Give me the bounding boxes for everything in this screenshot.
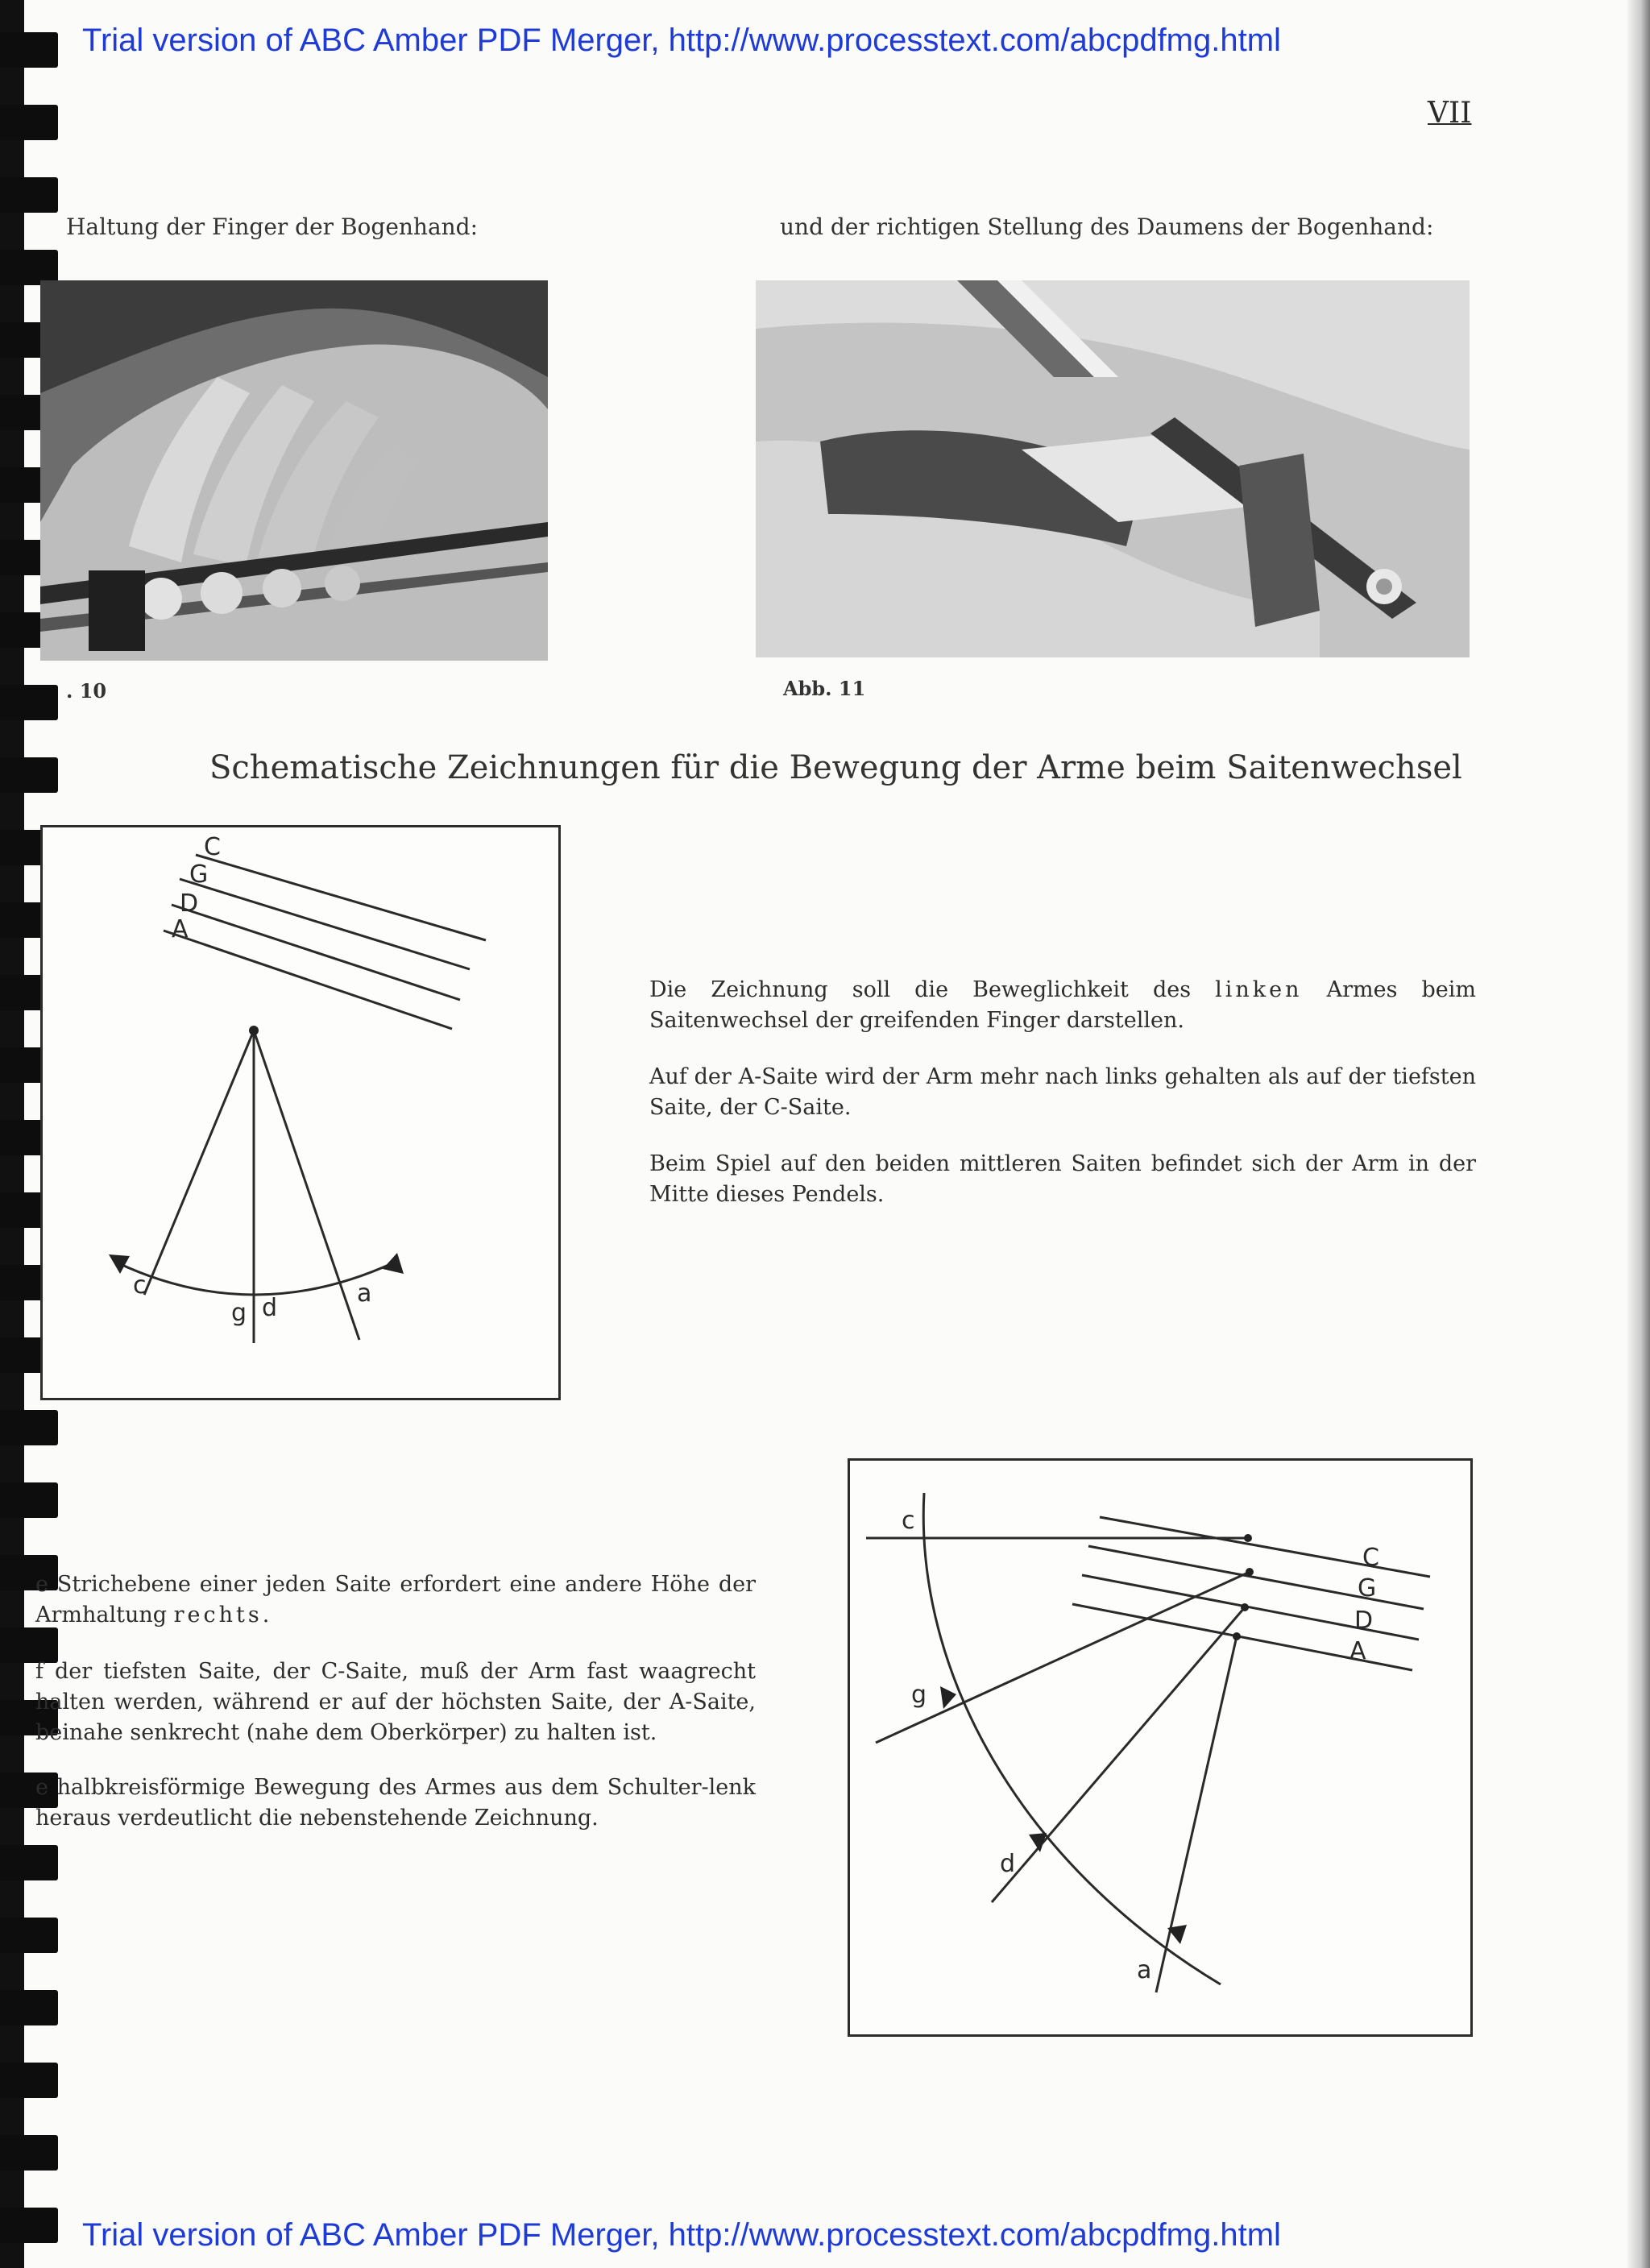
binding-ring (0, 1482, 58, 1518)
emphasis-rechts: rechts (173, 1603, 263, 1627)
binding-ring (0, 1990, 58, 2025)
paragraph-left-arm-1-start: Die Zeichnung soll die Beweglichkeit des (649, 977, 1216, 1002)
arm-line-a (1156, 1636, 1237, 1992)
position-label-g: g (911, 1681, 927, 1709)
string-line-c (1100, 1517, 1430, 1577)
figure-left-label: . 10 (66, 679, 107, 703)
binding-ring (0, 685, 58, 720)
string-label-g: G (189, 860, 209, 889)
binding-ring (0, 105, 58, 140)
string-label-g: G (1358, 1574, 1377, 1603)
figure-right-caption: und der richtigen Stellung des Daumens der Bogenhand: (780, 214, 1434, 240)
photo-bow-hand-fingers (40, 280, 548, 661)
section-title: Schematische Zeichnungen für die Bewegung der Arme beim Saitenwechsel (209, 749, 1462, 786)
binding-ring (0, 177, 58, 213)
pivot-point-c (1244, 1534, 1252, 1542)
position-label-a: a (1137, 1956, 1152, 1984)
string-label-a: A (1349, 1637, 1366, 1665)
string-line-a (164, 931, 452, 1029)
page-number: VII (1428, 97, 1472, 130)
position-label-a: a (357, 1279, 372, 1308)
paragraph-left-arm-1 (649, 975, 1476, 1036)
binding-ring (0, 1410, 58, 1445)
pendulum-arc (117, 1263, 394, 1295)
binding-ring (0, 2208, 58, 2243)
position-label-c: c (902, 1507, 915, 1535)
string-label-c: C (1362, 1544, 1379, 1572)
paragraph-right-arm-1 (35, 1569, 756, 1631)
paragraph-left-arm-2: Auf der A-Saite wird der Arm mehr nach links gehalten als auf der tiefsten Saite, der C-Saite. (649, 1064, 1476, 1120)
binding-ring (0, 32, 58, 68)
arrow-head-left (109, 1254, 130, 1274)
string-label-d: D (180, 889, 199, 918)
diagram-left-arm-pendulum (40, 825, 561, 1400)
watermark-top: Trial version of ABC Amber PDF Merger, http://www.processtext.com/abcpdfmg.html (82, 23, 1281, 58)
paragraph-left-arm-1-end: Armes beim Saitenwechsel der greifenden Finger darstellen. (649, 977, 1476, 1033)
paragraph-right-arm-1-start: e Strichebene einer jeden Saite erfordert eine andere Höhe der Armhaltung (35, 1572, 756, 1627)
pendulum-pivot (249, 1026, 259, 1035)
pivot-point-d (1241, 1603, 1249, 1611)
binding-ring (0, 757, 58, 793)
pivot-point-g (1246, 1568, 1254, 1576)
paragraph-right-arm-3: e halbkreisförmige Bewegung des Armes aus dem Schulter-lenk heraus verdeutlicht die nebenstehende Zeichnung. (35, 1775, 756, 1831)
photo-bow-hand-thumb (756, 280, 1470, 657)
position-label-g: g (231, 1299, 247, 1327)
figure-right-label: Abb. 11 (783, 677, 866, 700)
paragraph-left-arm-3: Beim Spiel auf den beiden mittleren Saiten befindet sich der Arm in der Mitte dieses Pendels. (649, 1151, 1476, 1207)
paragraph-right-arm-2: f der tiefsten Saite, der C-Saite, muß der Arm fast waagrecht halten werden, während er auf der höchsten Saite, der A-Saite, beinahe senkrecht (nahe dem Oberkörper) zu halten ist. (35, 1659, 756, 1745)
pendulum-arm-c (144, 1030, 254, 1295)
arm-line-d (992, 1607, 1245, 1902)
emphasis-linken: linken (1215, 977, 1303, 1002)
position-label-d: d (1000, 1850, 1016, 1878)
binding-ring (0, 2063, 58, 2098)
string-label-a: A (172, 915, 189, 943)
figure-left-caption: Haltung der Finger der Bogenhand: (66, 214, 479, 240)
binding-ring (0, 2135, 58, 2171)
arm-arc (923, 1493, 1221, 1984)
arc-arrow-g (940, 1686, 956, 1709)
binding-ring (0, 1845, 58, 1880)
position-label-d: d (262, 1294, 278, 1322)
binding-ring (0, 1918, 58, 1953)
string-label-d: D (1354, 1607, 1374, 1635)
page-edge-shadow (1627, 0, 1650, 2268)
pivot-point-a (1233, 1632, 1241, 1640)
paragraph-right-arm-1-end: . (262, 1603, 270, 1627)
watermark-bottom: Trial version of ABC Amber PDF Merger, http://www.processtext.com/abcpdfmg.html (82, 2217, 1281, 2253)
string-label-c: C (204, 833, 221, 861)
position-label-c: c (133, 1271, 147, 1300)
diagram-right-arm-arc (848, 1458, 1473, 2037)
arrow-head-right (383, 1253, 404, 1274)
